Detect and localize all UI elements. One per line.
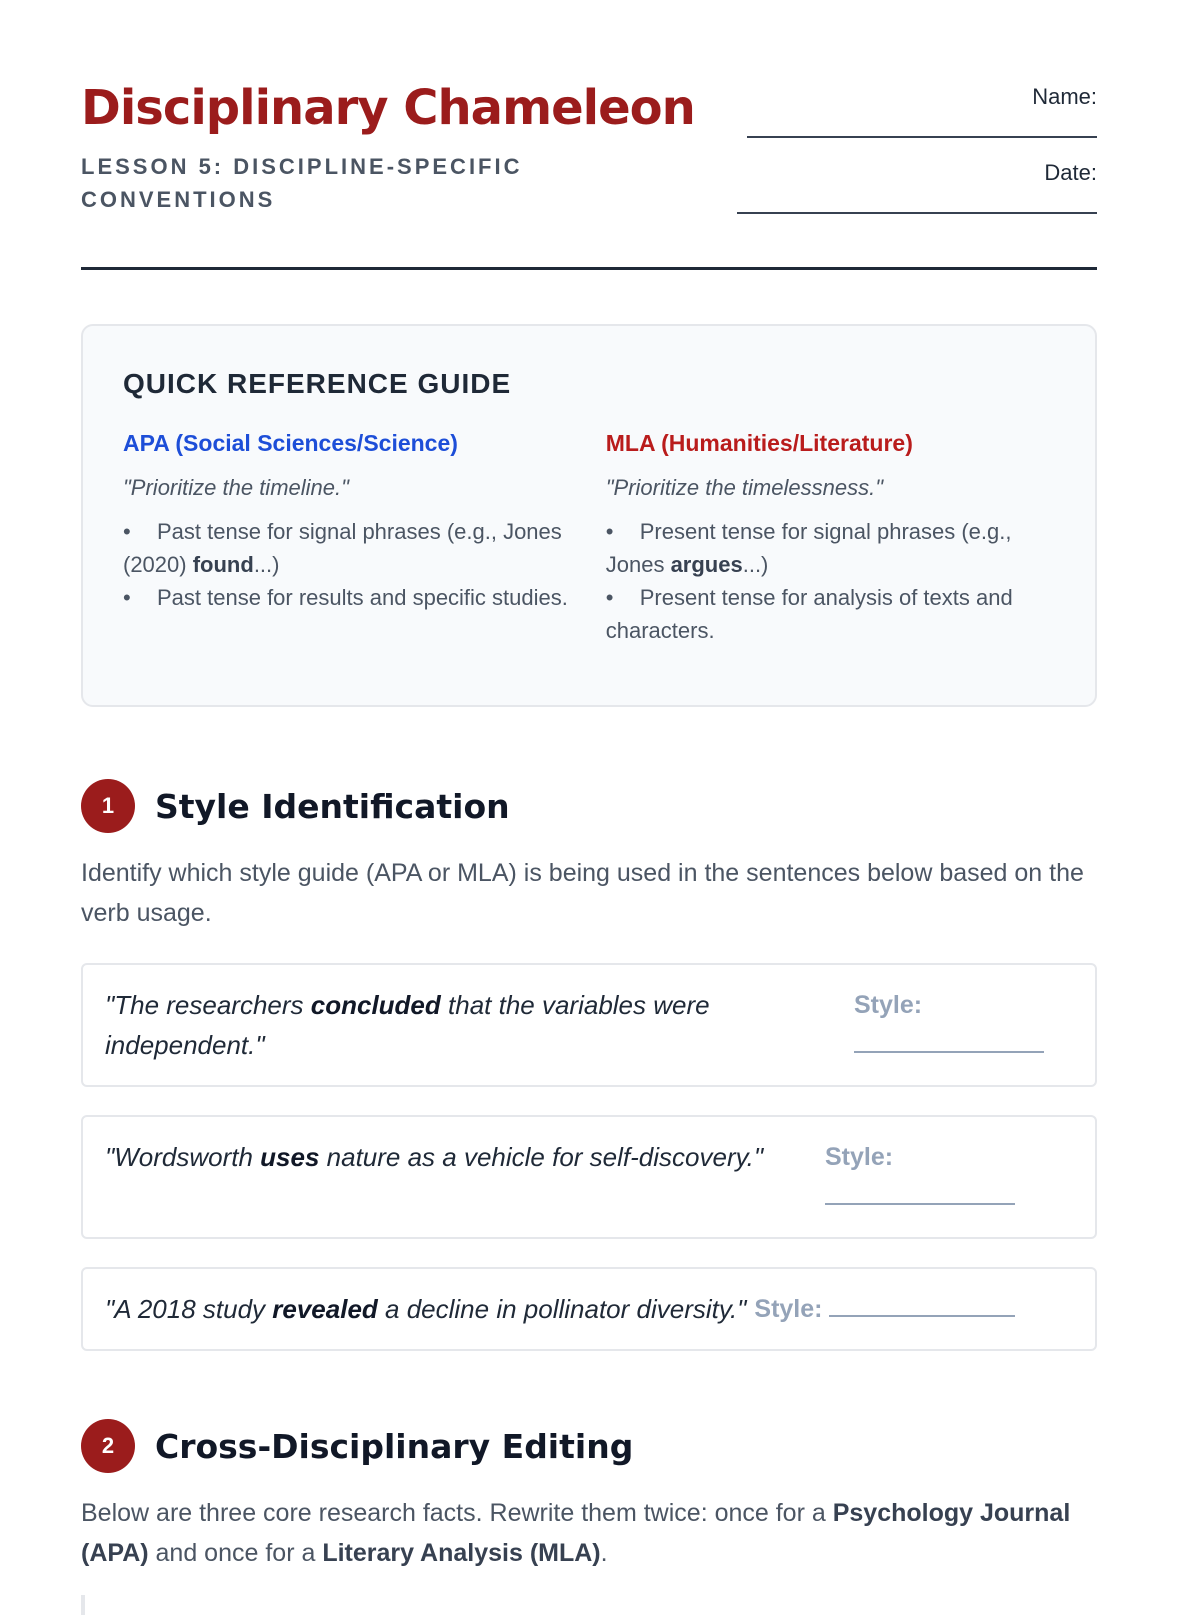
next-content-edge — [81, 1595, 85, 1615]
section-2-instructions — [81, 1493, 1097, 1573]
style-label: Style: — [854, 991, 923, 1019]
mla-bullet-1-verb: argues — [670, 552, 743, 577]
apa-bullets — [123, 515, 606, 614]
item-2-pre: "Wordsworth — [105, 1142, 261, 1172]
apa-bullet-2-text: Past tense for results and specific studies. — [157, 585, 568, 610]
mla-quote: "Prioritize the timelessness." — [605, 475, 884, 500]
lesson-subtitle: LESSON 5: DISCIPLINE-SPECIFIC CONVENTIONS — [81, 154, 523, 212]
style-item-2 — [81, 1115, 1097, 1239]
style-item-1-answer — [854, 985, 1054, 1065]
mla-column — [606, 430, 1055, 647]
item-1-post: that the variables were independent." — [105, 990, 710, 1060]
page-title: Disciplinary Chameleon — [81, 80, 695, 136]
section-1-badge: 1 — [81, 779, 135, 833]
style-item-1 — [81, 963, 1097, 1087]
style-label: Style: — [754, 1295, 823, 1323]
mla-bullets — [606, 515, 1055, 647]
style-item-2-answer — [825, 1137, 1025, 1217]
instr-part-1: Below are three core research facts. Rewrite them twice: once for a — [81, 1499, 833, 1527]
section-2-badge: 2 — [81, 1419, 135, 1473]
name-blank[interactable] — [747, 112, 1097, 138]
item-3-post: a decline in pollinator diversity." — [377, 1294, 747, 1324]
style-answer-blank[interactable] — [829, 1289, 1015, 1317]
instr-part-3: . — [600, 1539, 608, 1567]
apa-bullet-1 — [123, 515, 606, 581]
name-row — [717, 82, 1097, 144]
item-2-post: nature as a vehicle for self-discovery." — [319, 1142, 764, 1172]
instr-part-2: and once for a — [148, 1539, 323, 1567]
apa-bullet-2 — [123, 581, 606, 614]
section-2-header — [81, 1419, 1097, 1473]
item-1-verb: concluded — [310, 990, 441, 1020]
date-label: Date: — [1044, 160, 1097, 185]
section-1-header — [81, 779, 1097, 833]
apa-column — [123, 430, 606, 647]
date-blank[interactable] — [737, 188, 1097, 214]
guide-columns — [123, 430, 1055, 647]
instr-apa-target: Psychology Journal (APA) — [81, 1499, 1071, 1567]
mla-bullet-1-text: Present tense for signal phrases (e.g., Jones — [605, 519, 1012, 577]
apa-bullet-1-verb: found — [192, 552, 254, 577]
style-identification-items — [81, 963, 1097, 1351]
item-1-pre: "The researchers — [105, 990, 311, 1020]
worksheet-header — [81, 0, 1097, 270]
mla-bullet-2 — [606, 581, 1055, 647]
style-item-1-sentence — [105, 985, 840, 1065]
mla-heading: MLA (Humanities/Literature) — [605, 430, 913, 456]
item-3-verb: revealed — [272, 1294, 378, 1324]
instr-mla-target: Literary Analysis (MLA) — [322, 1539, 601, 1567]
style-label: Style: — [825, 1143, 894, 1171]
item-2-verb: uses — [260, 1142, 320, 1172]
apa-bullet-1-text: Past tense for signal phrases (e.g., Jones (2020) — [123, 519, 562, 577]
section-1-instructions: Identify which style guide (APA or MLA) is being used in the sentences below based on the verb usage. — [81, 859, 1084, 927]
mla-bullet-1 — [606, 515, 1055, 581]
item-3-pre: "A 2018 study — [105, 1294, 273, 1324]
apa-bullet-1-end: ...) — [253, 552, 280, 577]
guide-title: QUICK REFERENCE GUIDE — [123, 368, 512, 399]
style-item-3 — [81, 1267, 1097, 1351]
section-1-title: Style Identification — [155, 786, 510, 826]
mla-bullet-2-text: Present tense for analysis of texts and characters. — [605, 585, 1013, 643]
date-row — [717, 158, 1097, 220]
style-answer-blank[interactable] — [854, 1025, 1044, 1053]
mla-bullet-1-end: ...) — [742, 552, 769, 577]
name-date-fields — [717, 82, 1097, 234]
style-item-3-answer — [754, 1289, 1015, 1329]
section-2-title: Cross-Disciplinary Editing — [155, 1426, 634, 1466]
apa-heading: APA (Social Sciences/Science) — [123, 430, 458, 456]
apa-quote: "Prioritize the timeline." — [123, 475, 349, 500]
style-item-3-sentence — [105, 1289, 746, 1329]
quick-reference-guide — [81, 324, 1097, 707]
style-answer-blank[interactable] — [825, 1177, 1015, 1205]
name-label: Name: — [1032, 84, 1097, 109]
style-item-2-sentence — [105, 1137, 811, 1177]
